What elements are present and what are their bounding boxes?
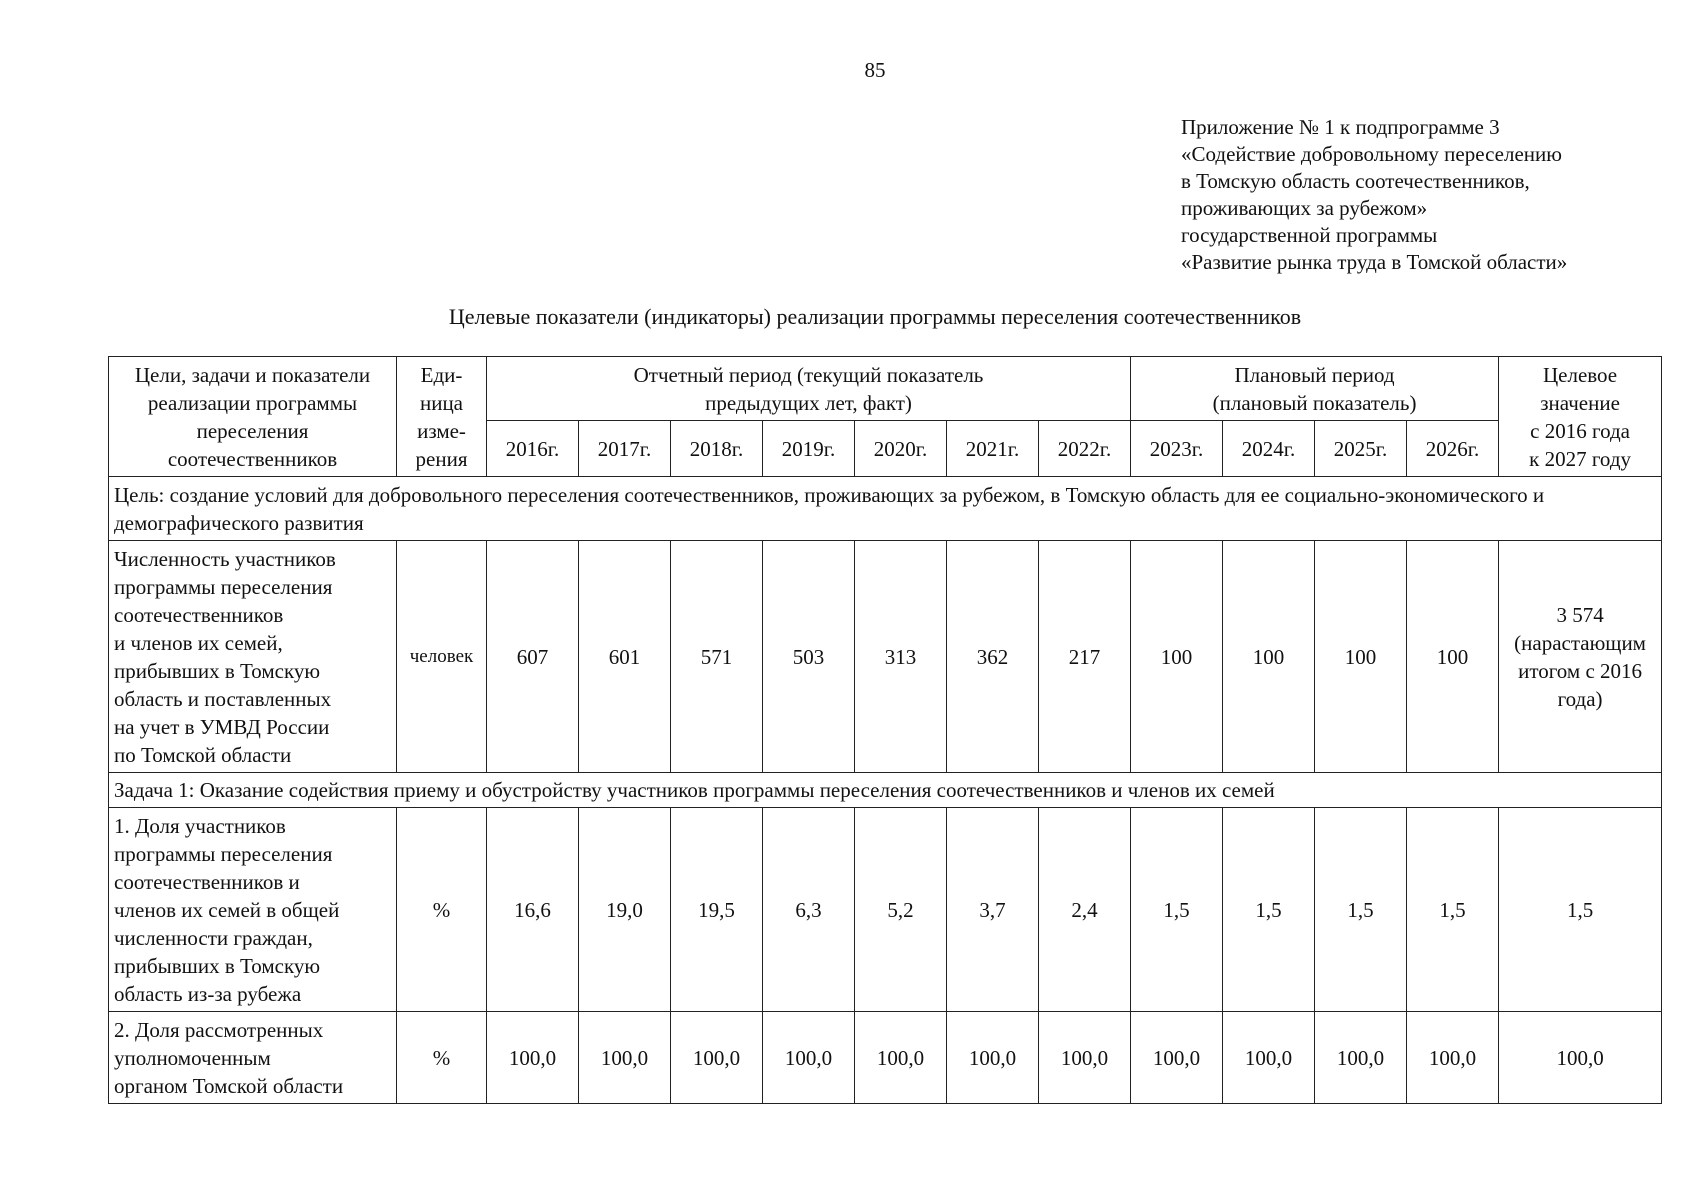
indicator-target-line: 3 574 <box>1556 602 1604 627</box>
indicator-value: 1,5 <box>1315 808 1407 1012</box>
appendix-line: Приложение № 1 к подпрограмме 3 <box>1181 115 1500 139</box>
header-planned-period <box>1131 357 1499 421</box>
header-target-line: к 2027 году <box>1529 446 1631 471</box>
header-unit-line: ница <box>419 390 464 415</box>
indicator-name-line: соотечественников и <box>114 869 300 894</box>
year-header: 2017г. <box>579 421 671 477</box>
indicator-value: 100,0 <box>763 1012 855 1104</box>
header-reporting-line: предыдущих лет, факт) <box>705 390 912 415</box>
indicator-name-line: по Томской области <box>114 742 292 767</box>
indicator-value: 19,0 <box>579 808 671 1012</box>
indicator-value: 571 <box>671 541 763 773</box>
indicator-target-line: итогом с 2016 <box>1518 658 1643 683</box>
year-header: 2021г. <box>947 421 1039 477</box>
indicator-unit: человек <box>397 541 487 773</box>
year-header: 2022г. <box>1039 421 1131 477</box>
year-header: 2018г. <box>671 421 763 477</box>
indicator-name-line: Численность участников <box>114 546 336 571</box>
indicator-value: 100,0 <box>579 1012 671 1104</box>
header-unit-line: рения <box>415 446 468 471</box>
header-row <box>109 357 1662 421</box>
appendix-line: «Содействие добровольному переселению <box>1181 142 1562 166</box>
indicator-value: 100 <box>1223 541 1315 773</box>
header-goals <box>109 357 397 477</box>
indicator-value: 313 <box>855 541 947 773</box>
indicator-name-line: органом Томской области <box>114 1073 344 1098</box>
indicator-name <box>109 1012 397 1104</box>
indicator-unit: % <box>397 808 487 1012</box>
header-reporting-line: Отчетный период (текущий показатель <box>633 362 984 387</box>
indicator-value: 100,0 <box>1315 1012 1407 1104</box>
appendix-line: в Томскую область соотечественников, <box>1181 169 1530 193</box>
indicator-value: 100,0 <box>1131 1012 1223 1104</box>
indicator-target: 100,0 <box>1499 1012 1662 1104</box>
year-header: 2016г. <box>487 421 579 477</box>
indicator-value: 5,2 <box>855 808 947 1012</box>
header-unit-line: Еди- <box>420 362 463 387</box>
indicator-name-line: на учет в УМВД России <box>114 714 330 739</box>
header-goals-line: переселения <box>196 418 309 443</box>
indicator-name-line: 2. Доля рассмотренных <box>114 1017 324 1042</box>
year-header: 2019г. <box>763 421 855 477</box>
indicator-value: 100,0 <box>1407 1012 1499 1104</box>
indicator-name-line: программы переселения <box>114 841 333 866</box>
header-planned-line: (плановый показатель) <box>1212 390 1417 415</box>
indicator-value: 1,5 <box>1223 808 1315 1012</box>
task-text: Задача 1: Оказание содействия приему и обустройству участников программы переселения соотечественников и членов их семей <box>109 773 1662 808</box>
indicator-value: 100,0 <box>1223 1012 1315 1104</box>
year-header: 2025г. <box>1315 421 1407 477</box>
indicator-name-line: область из-за рубежа <box>114 981 302 1006</box>
appendix-line: проживающих за рубежом» <box>1181 196 1428 220</box>
header-unit-line: изме- <box>417 418 466 443</box>
indicator-target: 1,5 <box>1499 808 1662 1012</box>
indicator-value: 2,4 <box>1039 808 1131 1012</box>
indicator-value: 100,0 <box>855 1012 947 1104</box>
indicator-name-line: соотечественников <box>114 602 284 627</box>
indicator-name-line: и членов их семей, <box>114 630 283 655</box>
header-goals-line: соотечественников <box>167 446 338 471</box>
indicator-value: 19,5 <box>671 808 763 1012</box>
indicator-value: 1,5 <box>1407 808 1499 1012</box>
appendix-note <box>1181 114 1681 276</box>
appendix-line: государственной программы <box>1181 223 1438 247</box>
goal-text: Цель: создание условий для добровольного переселения соотечественников, проживающих за рубежом, в Томскую область для ее социально-экономического и демографического развития <box>109 477 1662 541</box>
indicators-table <box>108 356 1662 1104</box>
indicator-value: 6,3 <box>763 808 855 1012</box>
indicator-name-line: численности граждан, <box>114 925 313 950</box>
header-goals-line: реализации программы <box>147 390 358 415</box>
indicator-value: 100 <box>1407 541 1499 773</box>
indicator-value: 1,5 <box>1131 808 1223 1012</box>
indicator-value: 503 <box>763 541 855 773</box>
table-row <box>109 808 1662 1012</box>
indicator-name-line: прибывших в Томскую <box>114 658 321 683</box>
table-row <box>109 1012 1662 1104</box>
indicator-value: 362 <box>947 541 1039 773</box>
indicator-value: 607 <box>487 541 579 773</box>
indicator-name-line: членов их семей в общей <box>114 897 340 922</box>
year-header: 2026г. <box>1407 421 1499 477</box>
indicator-name-line: 1. Доля участников <box>114 813 286 838</box>
header-target-line: Целевое <box>1542 362 1618 387</box>
indicator-unit: % <box>397 1012 487 1104</box>
indicator-value: 100 <box>1131 541 1223 773</box>
indicator-name-line: программы переселения <box>114 574 333 599</box>
page-number: 85 <box>864 58 886 82</box>
header-target <box>1499 357 1662 477</box>
indicator-value: 100,0 <box>671 1012 763 1104</box>
indicator-value: 601 <box>579 541 671 773</box>
indicator-target-line: года) <box>1557 686 1603 711</box>
indicator-name <box>109 541 397 773</box>
indicator-value: 3,7 <box>947 808 1039 1012</box>
indicator-value: 100,0 <box>487 1012 579 1104</box>
document-title: Целевые показатели (индикаторы) реализации программы переселения соотечественников <box>448 304 1302 329</box>
indicator-name <box>109 808 397 1012</box>
year-header: 2024г. <box>1223 421 1315 477</box>
indicator-name-line: прибывших в Томскую <box>114 953 321 978</box>
indicator-name-line: уполномоченным <box>114 1045 271 1070</box>
indicator-value: 100 <box>1315 541 1407 773</box>
header-planned-line: Плановый период <box>1234 362 1395 387</box>
indicator-target <box>1499 541 1662 773</box>
indicator-value: 217 <box>1039 541 1131 773</box>
indicator-value: 100,0 <box>1039 1012 1131 1104</box>
appendix-line: «Развитие рынка труда в Томской области» <box>1181 250 1568 274</box>
indicator-value: 100,0 <box>947 1012 1039 1104</box>
header-goals-line: Цели, задачи и показатели <box>134 362 371 387</box>
task-row <box>109 773 1662 808</box>
goal-row <box>109 477 1662 541</box>
year-header: 2023г. <box>1131 421 1223 477</box>
year-header: 2020г. <box>855 421 947 477</box>
table-row <box>109 541 1662 773</box>
header-unit <box>397 357 487 477</box>
header-reporting-period <box>487 357 1131 421</box>
indicator-name-line: область и поставленных <box>114 686 332 711</box>
header-target-line: значение <box>1540 390 1620 415</box>
indicator-target-line: (нарастающим <box>1514 630 1646 655</box>
header-target-line: с 2016 года <box>1530 418 1630 443</box>
indicator-value: 16,6 <box>487 808 579 1012</box>
